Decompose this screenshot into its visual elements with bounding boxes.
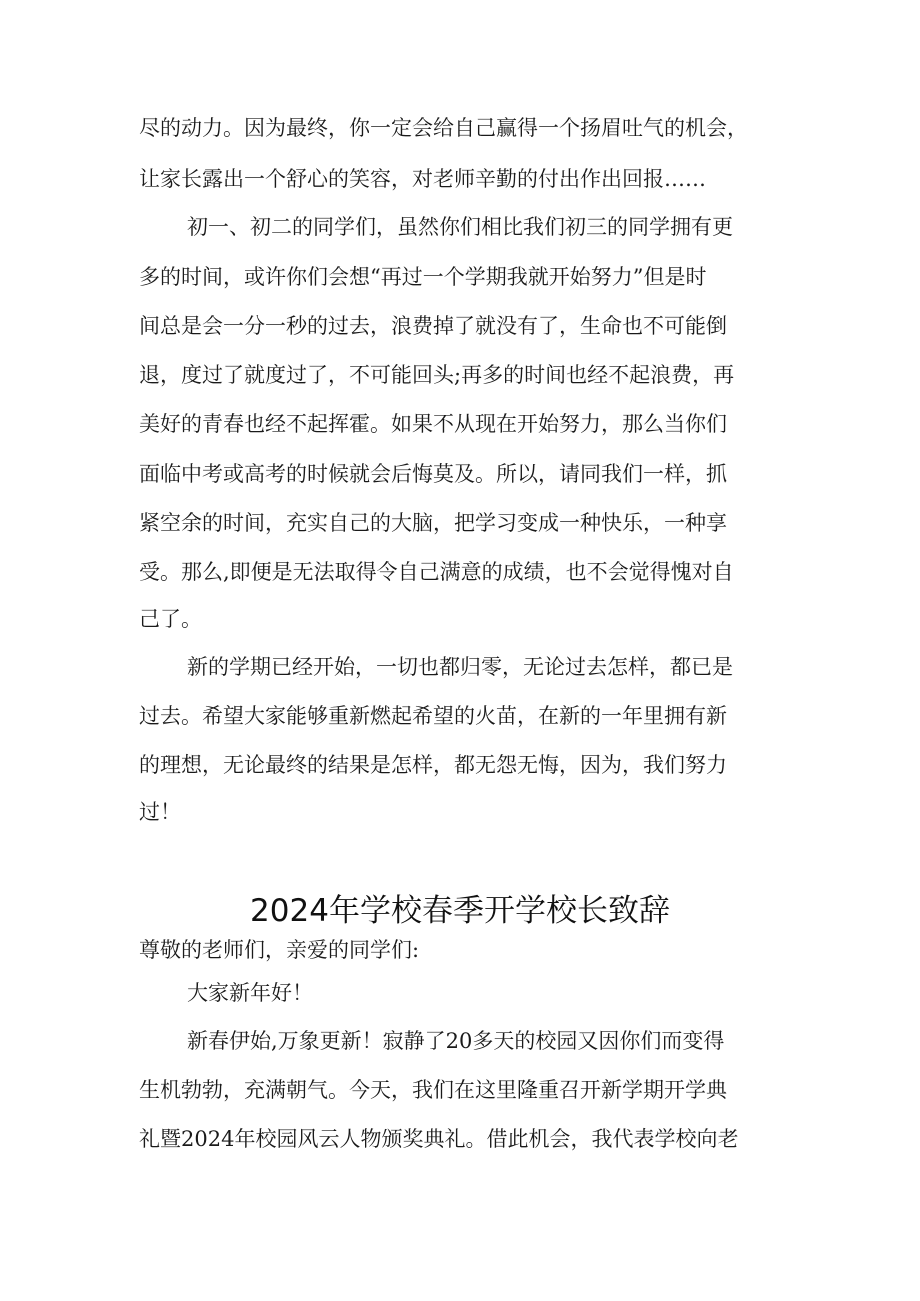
text-line: 面临中考或高考的时候就会后悔莫及。所以，请同我们一样，抓 [139,462,727,486]
salutation-line: 尊敬的老师们，亲爱的同学们: [139,938,420,962]
document-title: 2024年学校春季开学校长致辞 [250,893,670,929]
text-line: 过！ [139,800,181,824]
body-text-section-2 [139,0,799,1301]
greeting-line: 大家新年好！ [187,981,313,1005]
text-line: 多的时间，或许你们会想“再过一个学期我就开始努力”但是时 [139,265,707,289]
text-line: 受。那么,即便是无法取得令自己满意的成绩，也不会觉得愧对自 [139,560,734,584]
paragraph-start-line: 新春伊始,万象更新！寂静了20多天的校园又因你们而变得 [187,1029,725,1053]
text-line: 过去。希望大家能够重新燃起希望的火苗，在新的一年里拥有新 [139,704,727,728]
paragraph-start-line: 初一、初二的同学们，虽然你们相比我们初三的同学拥有更 [187,215,733,239]
paragraph-start-line: 新的学期已经开始，一切也都归零，无论过去怎样，都已是 [187,655,733,679]
text-line: 美好的青春也经不起挥霍。如果不从现在开始努力，那么当你们 [139,412,727,436]
text-line: 间总是会一分一秒的过去，浪费掉了就没有了，生命也不可能倒 [139,314,727,338]
text-line: 的理想，无论最终的结果是怎样，都无怨无悔，因为，我们努力 [139,753,727,777]
text-line: 紧空余的时间，充实自己的大脑，把学习变成一种快乐，一种享 [139,511,727,535]
text-line: 生机勃勃，充满朝气。今天，我们在这里隆重召开新学期开学典 [139,1078,727,1102]
text-line: 己了。 [139,607,202,631]
text-line: 礼暨2024年校园风云人物颁奖典礼。借此机会，我代表学校向老 [139,1127,739,1151]
text-line: 退，度过了就度过了，不可能回头;再多的时间也经不起浪费，再 [139,363,735,387]
text-line: 让家长露出一个舒心的笑容，对老师辛勤的付出作出回报…… [139,167,706,191]
text-line: 尽的动力。因为最终，你一定会给自己赢得一个扬眉吐气的机会， [139,116,748,140]
